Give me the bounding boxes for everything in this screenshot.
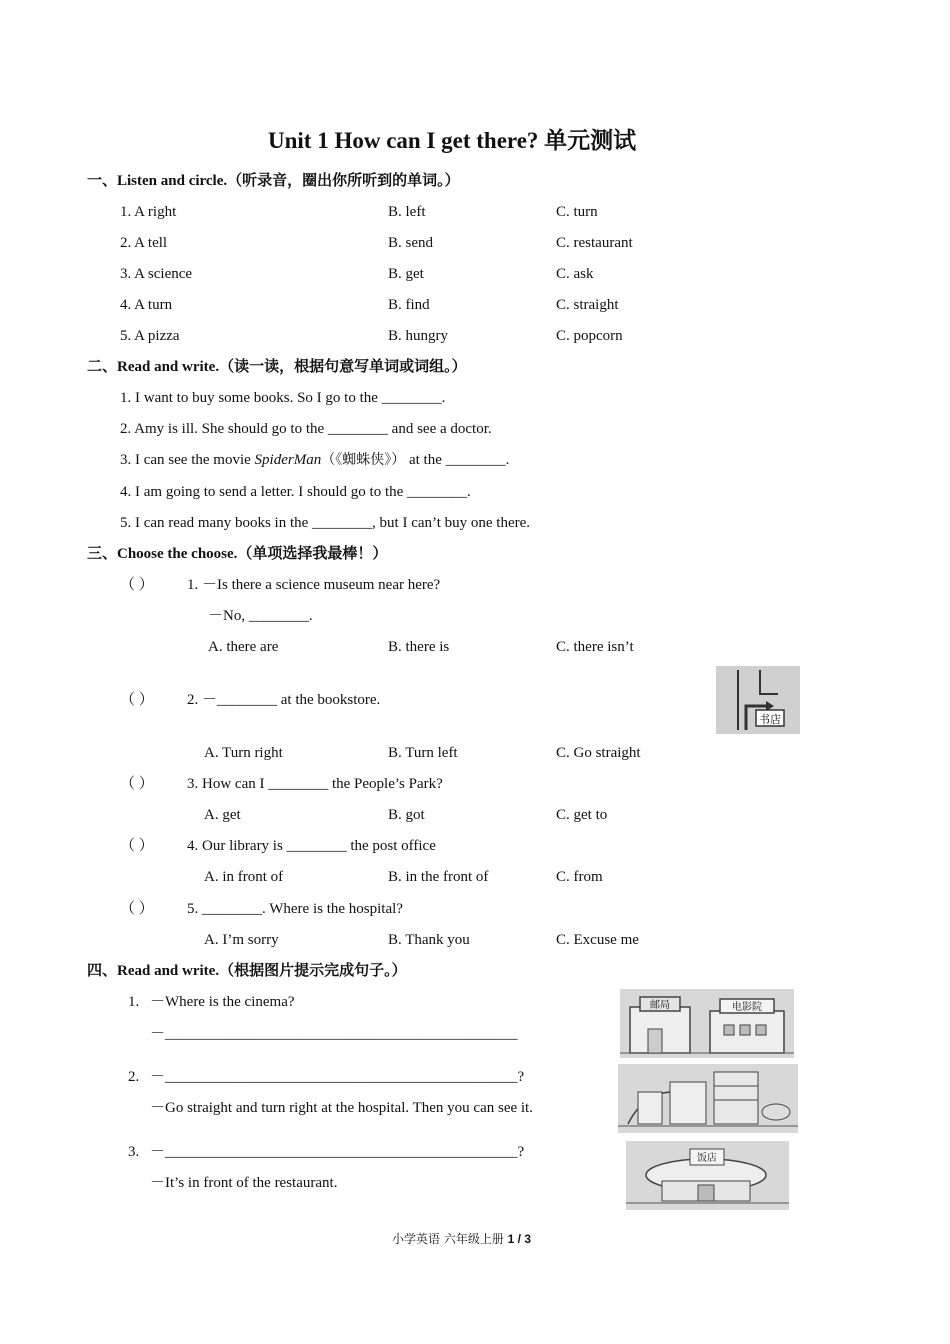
question-text: 2. －________ at the bookstore. [187, 692, 381, 708]
option: C. Excuse me [556, 932, 639, 948]
option: A. I’m sorry [204, 932, 279, 948]
option: B. find [388, 297, 430, 313]
option: A. there are [208, 639, 279, 655]
question-text-part: at the ________. [405, 452, 510, 468]
movie-title-chinese: （《蜘蛛侠》） [321, 452, 406, 468]
question-text: 3. How can I ________ the People’s Park? [187, 776, 443, 792]
bookstore-label: 书店 [759, 713, 781, 726]
option: B. Turn left [388, 745, 458, 761]
question-text: －No, ________. [208, 608, 313, 624]
question-text [120, 451, 509, 469]
option: C. ask [556, 266, 594, 282]
question-text: 5. ________. Where is the hospital? [187, 901, 403, 917]
option: B. Thank you [388, 932, 470, 948]
option: B. left [388, 204, 426, 220]
question-number: 3. [128, 1144, 140, 1160]
question-text: －Go straight and turn right at the hospital. Then you can see it. [150, 1100, 533, 1116]
page-footer [392, 1230, 531, 1248]
option: A. get [204, 807, 241, 823]
footer-text: 小学英语 六年级上册 [392, 1232, 508, 1246]
section-1-heading: 一、Listen and circle.（听录音，圈出你所听到的单词。） [87, 173, 460, 189]
answer-line: －_______________________________________________ [150, 1026, 518, 1042]
answer-paren: （ ） [120, 838, 154, 854]
option: 1. A right [120, 204, 177, 220]
question-text: 4. I am going to send a letter. I should go to the ________. [120, 484, 471, 500]
post-office-cinema-image [620, 989, 794, 1058]
section-2-heading: 二、Read and write.（读一读，根据句意写单词或词组。） [87, 359, 467, 375]
bookstore-sign-image [716, 666, 800, 734]
option: C. turn [556, 204, 598, 220]
option: 4. A turn [120, 297, 173, 313]
cinema-label: 电影院 [732, 1002, 762, 1013]
option: B. hungry [388, 328, 448, 344]
question-text: －It’s in front of the restaurant. [150, 1175, 338, 1191]
question-text-part: 3. I can see the movie [120, 452, 255, 468]
restaurant-image [626, 1141, 789, 1210]
option: C. straight [556, 297, 619, 313]
section-3-heading: 三、Choose the choose.（单项选择我最棒！） [87, 546, 388, 562]
option: A. Turn right [204, 745, 283, 761]
option: 5. A pizza [120, 328, 180, 344]
option: C. get to [556, 807, 608, 823]
option: C. there isn’t [556, 639, 634, 655]
option: B. got [388, 807, 425, 823]
option: C. from [556, 869, 603, 885]
question-number: 2. [128, 1069, 140, 1085]
option: B. there is [388, 639, 450, 655]
section-4-heading: 四、Read and write.（根据图片提示完成句子。） [87, 963, 407, 979]
post-office-label: 邮局 [650, 1000, 670, 1011]
option: A. in front of [204, 869, 284, 885]
answer-paren: （ ） [120, 692, 154, 708]
answer-paren: （ ） [120, 776, 154, 792]
answer-paren: （ ） [120, 901, 154, 917]
restaurant-label: 饭店 [697, 1153, 717, 1164]
question-number: 1. [128, 994, 140, 1010]
page-number: 1 / 3 [507, 1232, 531, 1246]
option: C. popcorn [556, 328, 623, 344]
answer-paren: （ ） [120, 577, 154, 593]
street-hospital-image [618, 1064, 798, 1133]
answer-line: －_______________________________________________? [150, 1069, 525, 1085]
question-text: 2. Amy is ill. She should go to the ________ and see a doctor. [120, 421, 492, 437]
option: 2. A tell [120, 235, 168, 251]
option: C. restaurant [556, 235, 633, 251]
question-text: 5. I can read many books in the ________, but I can’t buy one there. [120, 515, 531, 531]
page-title: Unit 1 How can I get there? 单元测试 [268, 128, 637, 153]
option: B. send [388, 235, 433, 251]
question-text: 1. －Is there a science museum near here? [187, 577, 441, 593]
movie-title: SpiderMan [254, 452, 322, 468]
answer-line: －_______________________________________________? [150, 1144, 525, 1160]
option: B. get [388, 266, 424, 282]
option: 3. A science [120, 266, 193, 282]
option: B. in the front of [388, 869, 489, 885]
question-text: 1. I want to buy some books. So I go to the ________. [120, 390, 446, 406]
option: C. Go straight [556, 745, 641, 761]
question-text: －Where is the cinema? [150, 994, 295, 1010]
question-text: 4. Our library is ________ the post office [187, 838, 436, 854]
